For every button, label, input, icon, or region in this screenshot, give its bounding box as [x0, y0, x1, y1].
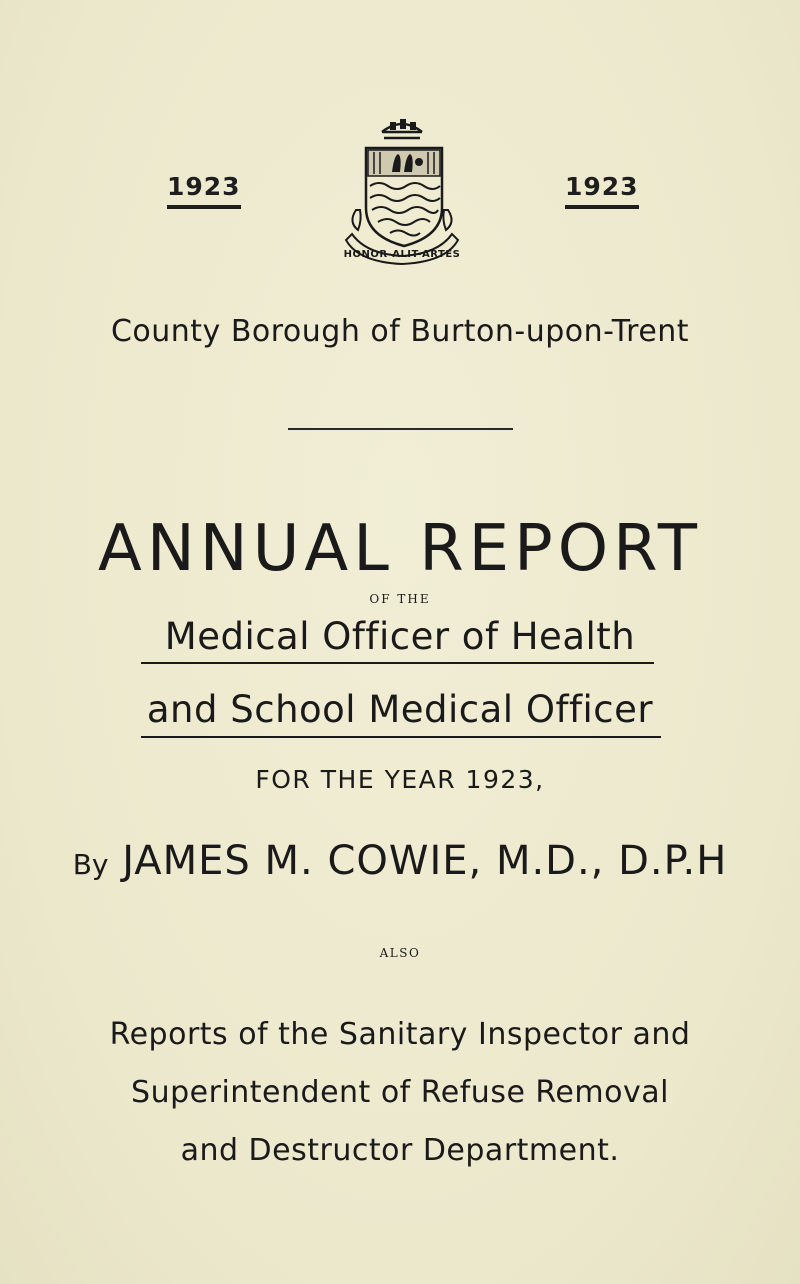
title-line-medical-officer: Medical Officer of Health	[164, 615, 636, 658]
title-line2-underline	[141, 736, 661, 738]
author-by: By	[72, 848, 109, 881]
borough-crest-icon	[338, 112, 466, 272]
title-line1-underline	[141, 662, 654, 664]
year-right-rule	[565, 205, 639, 209]
also-line-2: Superintendent of Refuse Removal	[131, 1075, 669, 1110]
borough-name: County Borough of Burton-upon-Trent	[110, 314, 690, 349]
author-name: JAMES M. COWIE, M.D., D.P.H	[122, 838, 728, 884]
report-title: ANNUAL REPORT	[98, 512, 702, 586]
year-left-rule	[167, 205, 241, 209]
also-line-1: Reports of the Sanitary Inspector and	[109, 1017, 691, 1052]
year-left: 1923	[167, 172, 241, 201]
author-line	[0, 838, 800, 884]
crest-motto: HONOR-ALIT-ARTES	[343, 249, 461, 260]
title-line-school-officer: and School Medical Officer	[146, 688, 654, 731]
also-line-3: and Destructor Department.	[180, 1133, 620, 1168]
also-label: ALSO	[379, 946, 421, 960]
section-divider	[288, 428, 513, 430]
year-right: 1923	[565, 172, 639, 201]
for-year-label: FOR THE YEAR 1923,	[255, 765, 545, 794]
of-the-label: OF THE	[369, 592, 431, 606]
